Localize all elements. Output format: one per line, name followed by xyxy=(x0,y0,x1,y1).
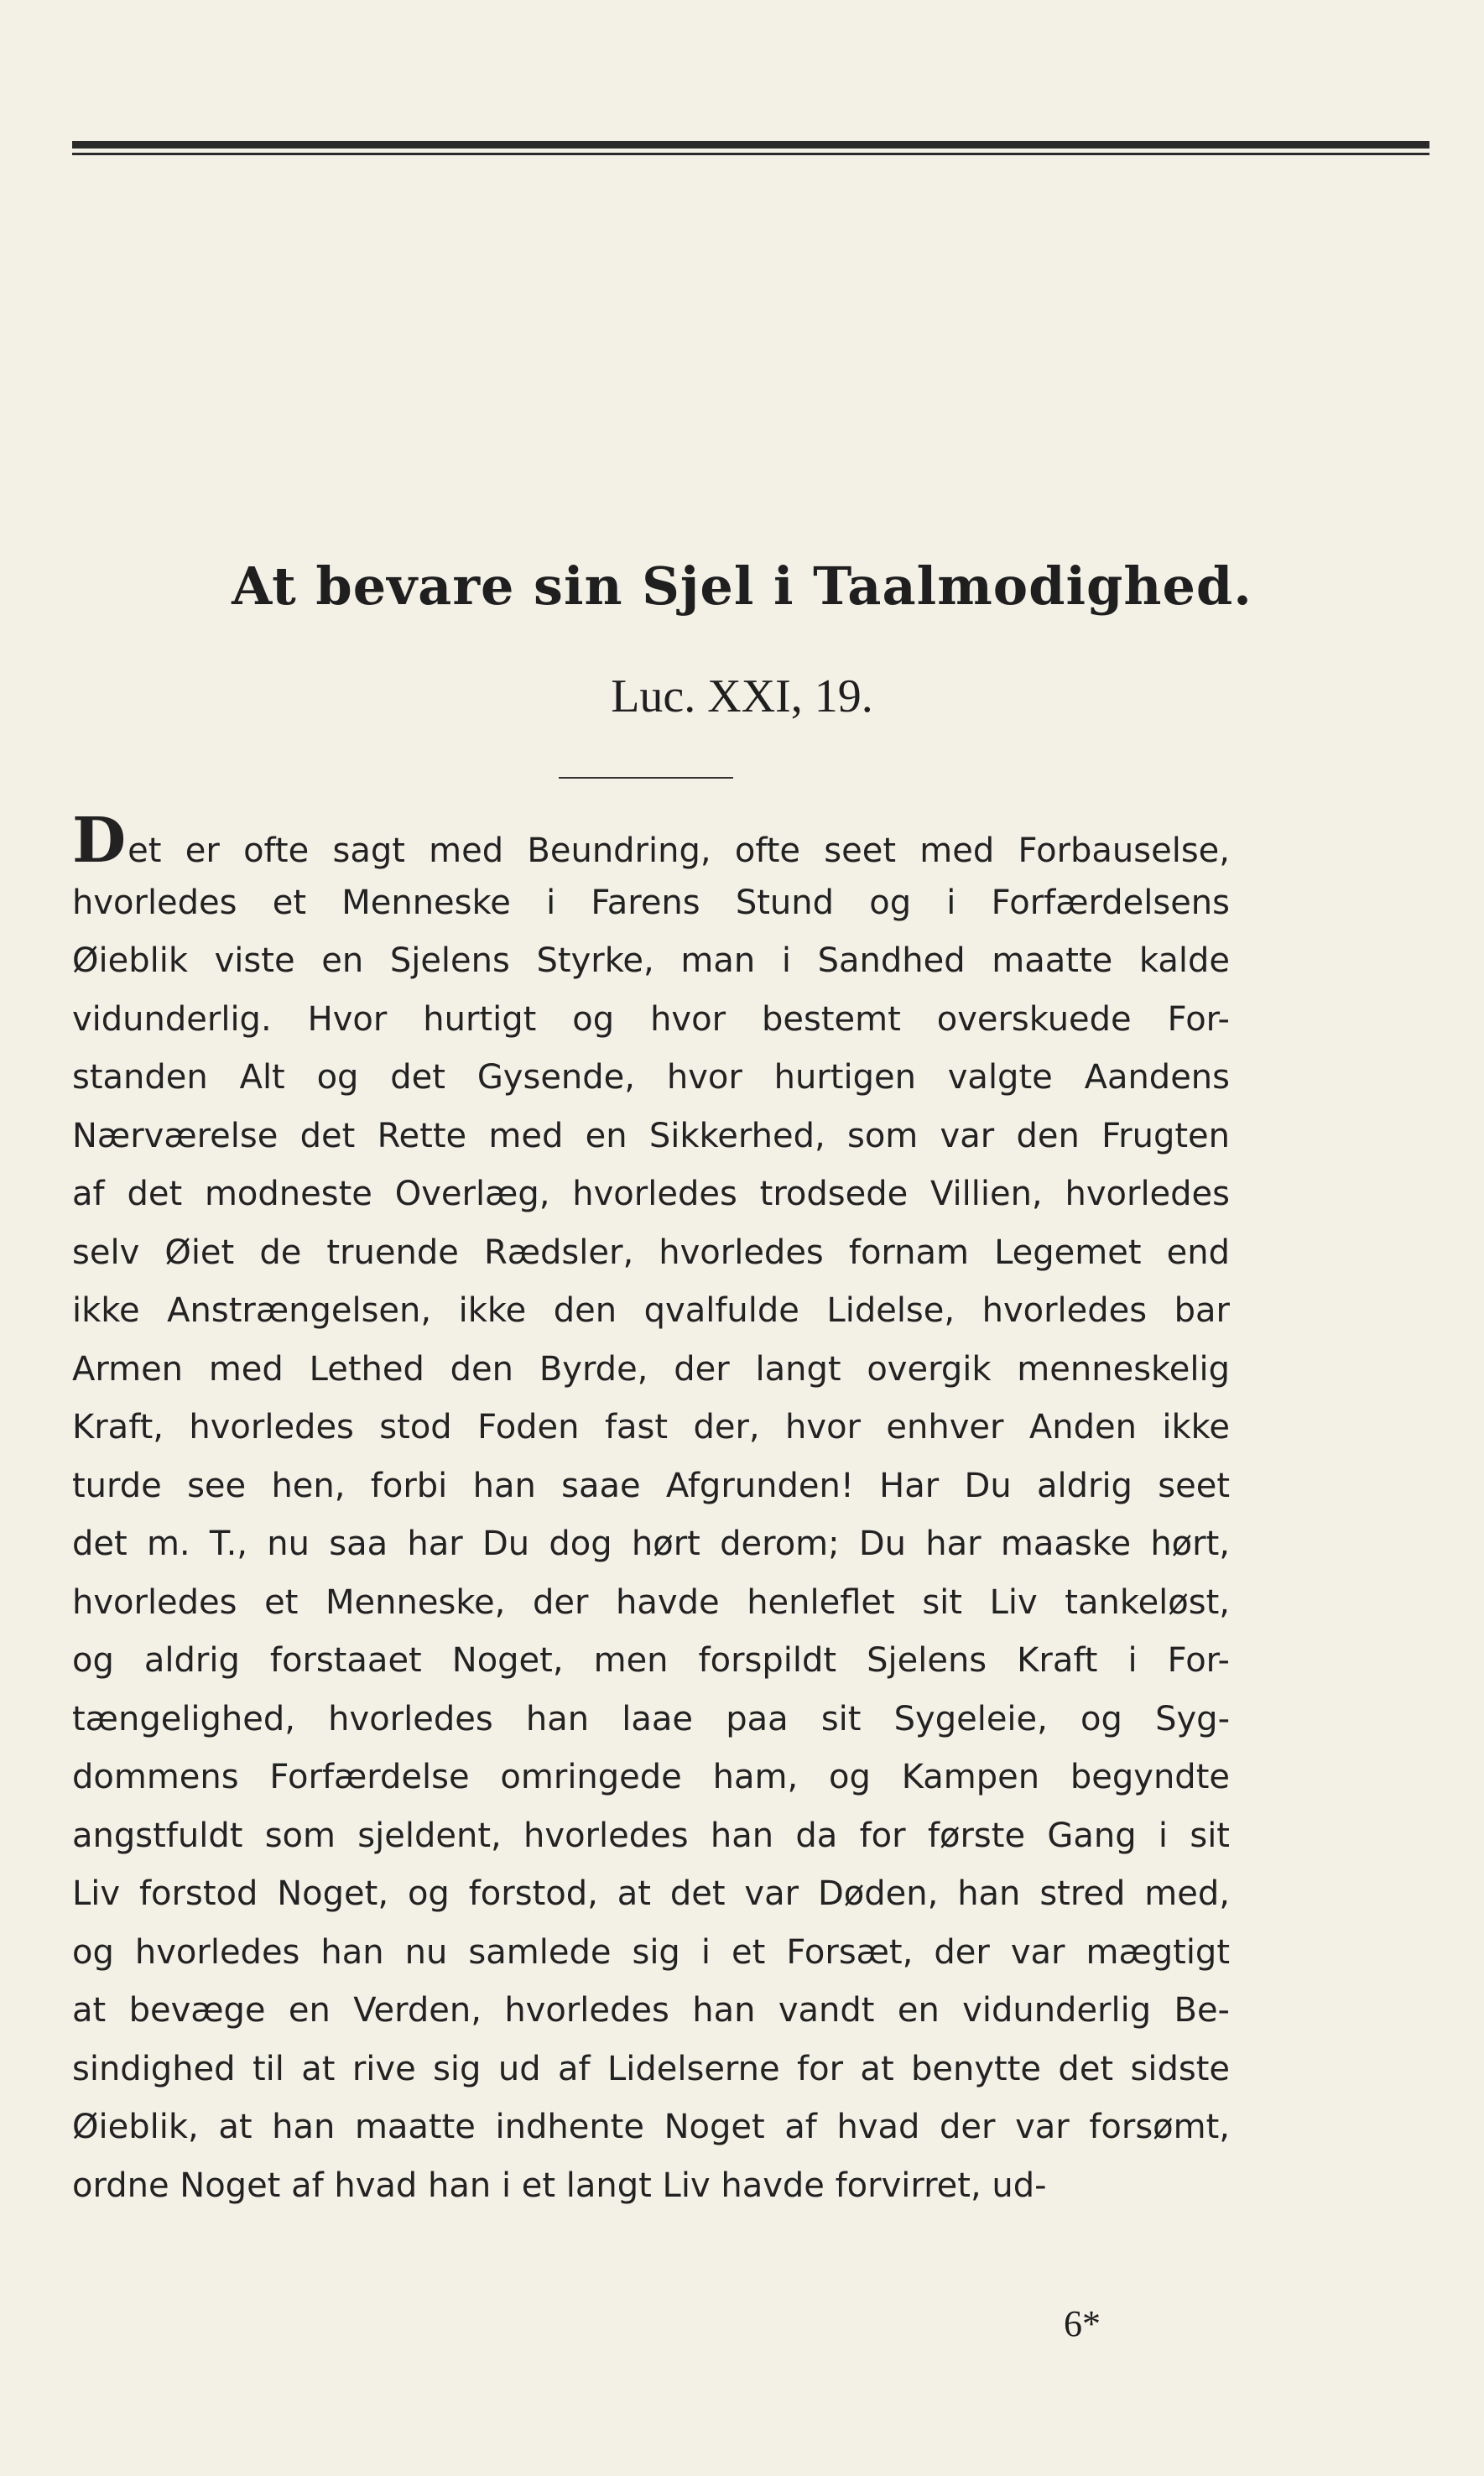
line-text: et er ofte sagt med Beundring, ofte seet med Forbauselse, xyxy=(128,831,1230,870)
text-line: at bevæge en Verden, hvorledes han vandt en vidunderlig Be- xyxy=(72,1991,1230,2030)
header-rule-thick xyxy=(72,141,1429,149)
header-rule-thin xyxy=(72,153,1429,155)
text-line: Øieblik, at han maatte indhente Noget af hvad der var forsømt, xyxy=(72,2108,1230,2146)
text-line: vidunderlig. Hvor hurtigt og hvor bestemt overskuede For- xyxy=(72,999,1230,1039)
text-line: sindighed til at rive sig ud af Lidelserne for at benytte det sidste xyxy=(72,2049,1230,2088)
body-paragraph xyxy=(72,805,1230,2215)
page-signature: 6* xyxy=(1064,2303,1101,2344)
text-line: af det modneste Overlæg, hvorledes trodsede Villien, hvorledes xyxy=(72,1175,1230,1213)
text-line: angstfuldt som sjeldent, hvorledes han da for første Gang i sit xyxy=(72,1816,1230,1855)
text-line: det m. T., nu saa har Du dog hørt derom; Du har maaske hørt, xyxy=(72,1525,1230,1563)
text-line: Kraft, hvorledes stod Foden fast der, hvor enhver Anden ikke xyxy=(72,1408,1230,1447)
text-line: standen Alt og det Gysende, hvor hurtigen valgte Aandens xyxy=(72,1058,1230,1097)
text-line xyxy=(72,805,1230,877)
text-line: hvorledes et Menneske i Farens Stund og i Forfærdelsens xyxy=(72,883,1230,922)
text-line: Nærværelse det Rette med en Sikkerhed, som var den Frugten xyxy=(72,1116,1230,1155)
text-line: og hvorledes han nu samlede sig i et Forsæt, der var mægtigt xyxy=(72,1932,1230,1972)
text-line: ordne Noget af hvad han i et langt Liv havde forvirret, ud- xyxy=(72,2166,1047,2205)
text-line: og aldrig forstaaet Noget, men forspildt Sjelens Kraft i For- xyxy=(72,1641,1230,1680)
section-divider xyxy=(559,777,733,779)
text-line: turde see hen, forbi han saae Afgrunden! Har Du aldrig seet xyxy=(72,1466,1230,1505)
text-line: dommens Forfærdelse omringede ham, og Kampen begyndte xyxy=(72,1758,1230,1796)
text-line: Liv forstod Noget, og forstod, at det var Døden, han stred med, xyxy=(72,1874,1230,1913)
text-line: selv Øiet de truende Rædsler, hvorledes fornam Legemet end xyxy=(72,1233,1230,1272)
text-line: tængelighed, hvorledes han laae paa sit Sygeleie, og Syg- xyxy=(72,1699,1230,1738)
text-line: Armen med Lethed den Byrde, der langt overgik menneskelig xyxy=(72,1349,1230,1389)
text-line: hvorledes et Menneske, der havde henleflet sit Liv tankeløst, xyxy=(72,1582,1230,1622)
text-line: Øieblik viste en Sjelens Styrke, man i Sandhed maatte kalde xyxy=(72,941,1230,980)
drop-cap: D xyxy=(72,805,127,877)
text-line: ikke Anstrængelsen, ikke den qvalfulde Lidelse, hvorledes bar xyxy=(72,1291,1230,1330)
scripture-reference: Luc. XXI, 19. xyxy=(611,670,873,722)
chapter-title: At bevare sin Sjel i Taalmodighed. xyxy=(232,555,1252,617)
